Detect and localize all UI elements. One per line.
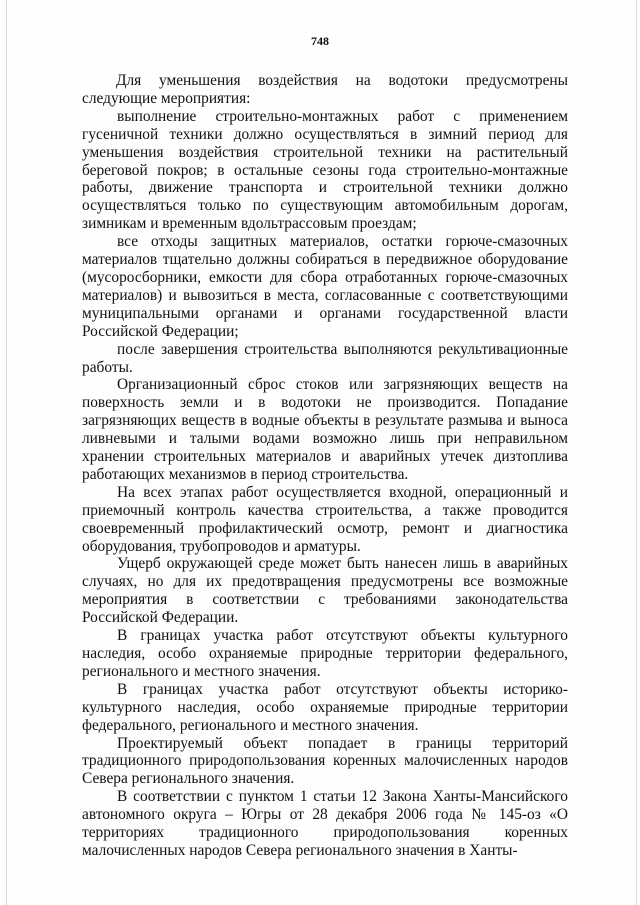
paragraph-waste-collection: все отходы защитных материалов, остатки горюче-смазочных материалов тщательно должны собираться в передвижное оборудование (мусоросборники, емкости для сбора отработанных горюче-смазочных материалов) и вывозиться в места, согласованные с соответствующими муниципальными органами и органами государственной власти Российской Федерации; (82, 233, 568, 340)
paragraph-law-reference: В соответствии с пунктом 1 статьи 12 Закона Ханты-Мансийского автономного округа – Югры от 28 декабря 2006 года № 145-оз «О территориях традиционного природопользования коренных малочисленных народов Севера регионального значения в Ханты- (82, 788, 568, 859)
paragraph-no-cultural-heritage: В границах участка работ отсутствуют объекты культурного наследия, особо охраняемые природные территории федерального, регионального и местного значения. (82, 627, 568, 680)
page-number: 748 (311, 34, 329, 48)
paragraph-recultivation: после завершения строительства выполняются рекультивационные работы. (82, 340, 568, 376)
scan-edge-left (6, 0, 7, 905)
paragraph-tracked-machinery: выполнение строительно-монтажных работ с применением гусеничной техники должно осуществляться в зимний период для уменьшения воздействия строительной техники на растительный береговой покров; в остальные сезоны года строительно-монтажные работы, движение транспорта и строительной техники должно осуществляться только по существующим автомобильным дорогам, зимникам и временным вдольтрассовым проездам; (82, 107, 568, 233)
paragraph-environmental-damage: Ущерб окружающей среде может быть нанесен лишь в аварийных случаях, но для их предотвращения предусмотрены все возможные мероприятия в соответствии с требованиями законодательства Российской Федерации. (82, 555, 568, 627)
paragraph-no-historic-heritage: В границах участка работ отсутствуют объекты историко-культурного наследия, особо охраняемые природные территории федерального, регионального и местного значения. (82, 680, 568, 734)
paragraph-measures-intro: Для уменьшения воздействия на водотоки предусмотрены следующие мероприятия: (82, 72, 568, 107)
paragraph-traditional-territories: Проектируемый объект попадает в границы территорий традиционного природопользования коренных малочисленных народов Севера регионального значения. (82, 734, 568, 788)
scan-edge-right (636, 0, 637, 905)
paragraph-no-discharge: Организационный сброс стоков или загрязняющих веществ на поверхность земли и в водотоки не производится. Попадание загрязняющих веществ в водные объекты в результате размыва и выноса ливневыми и талыми водами возможно лишь при неправильном хранении строительных материалов и аварийных утечек дизтоплива работающих механизмов в период строительства. (82, 376, 568, 483)
document-body (82, 72, 568, 860)
paragraph-quality-control: На всех этапах работ осуществляется входной, операционный и приемочный контроль качества строительства, а также проводится своевременный профилактический осмотр, ремонт и диагностика оборудования, трубопроводов и арматуры. (82, 483, 568, 555)
